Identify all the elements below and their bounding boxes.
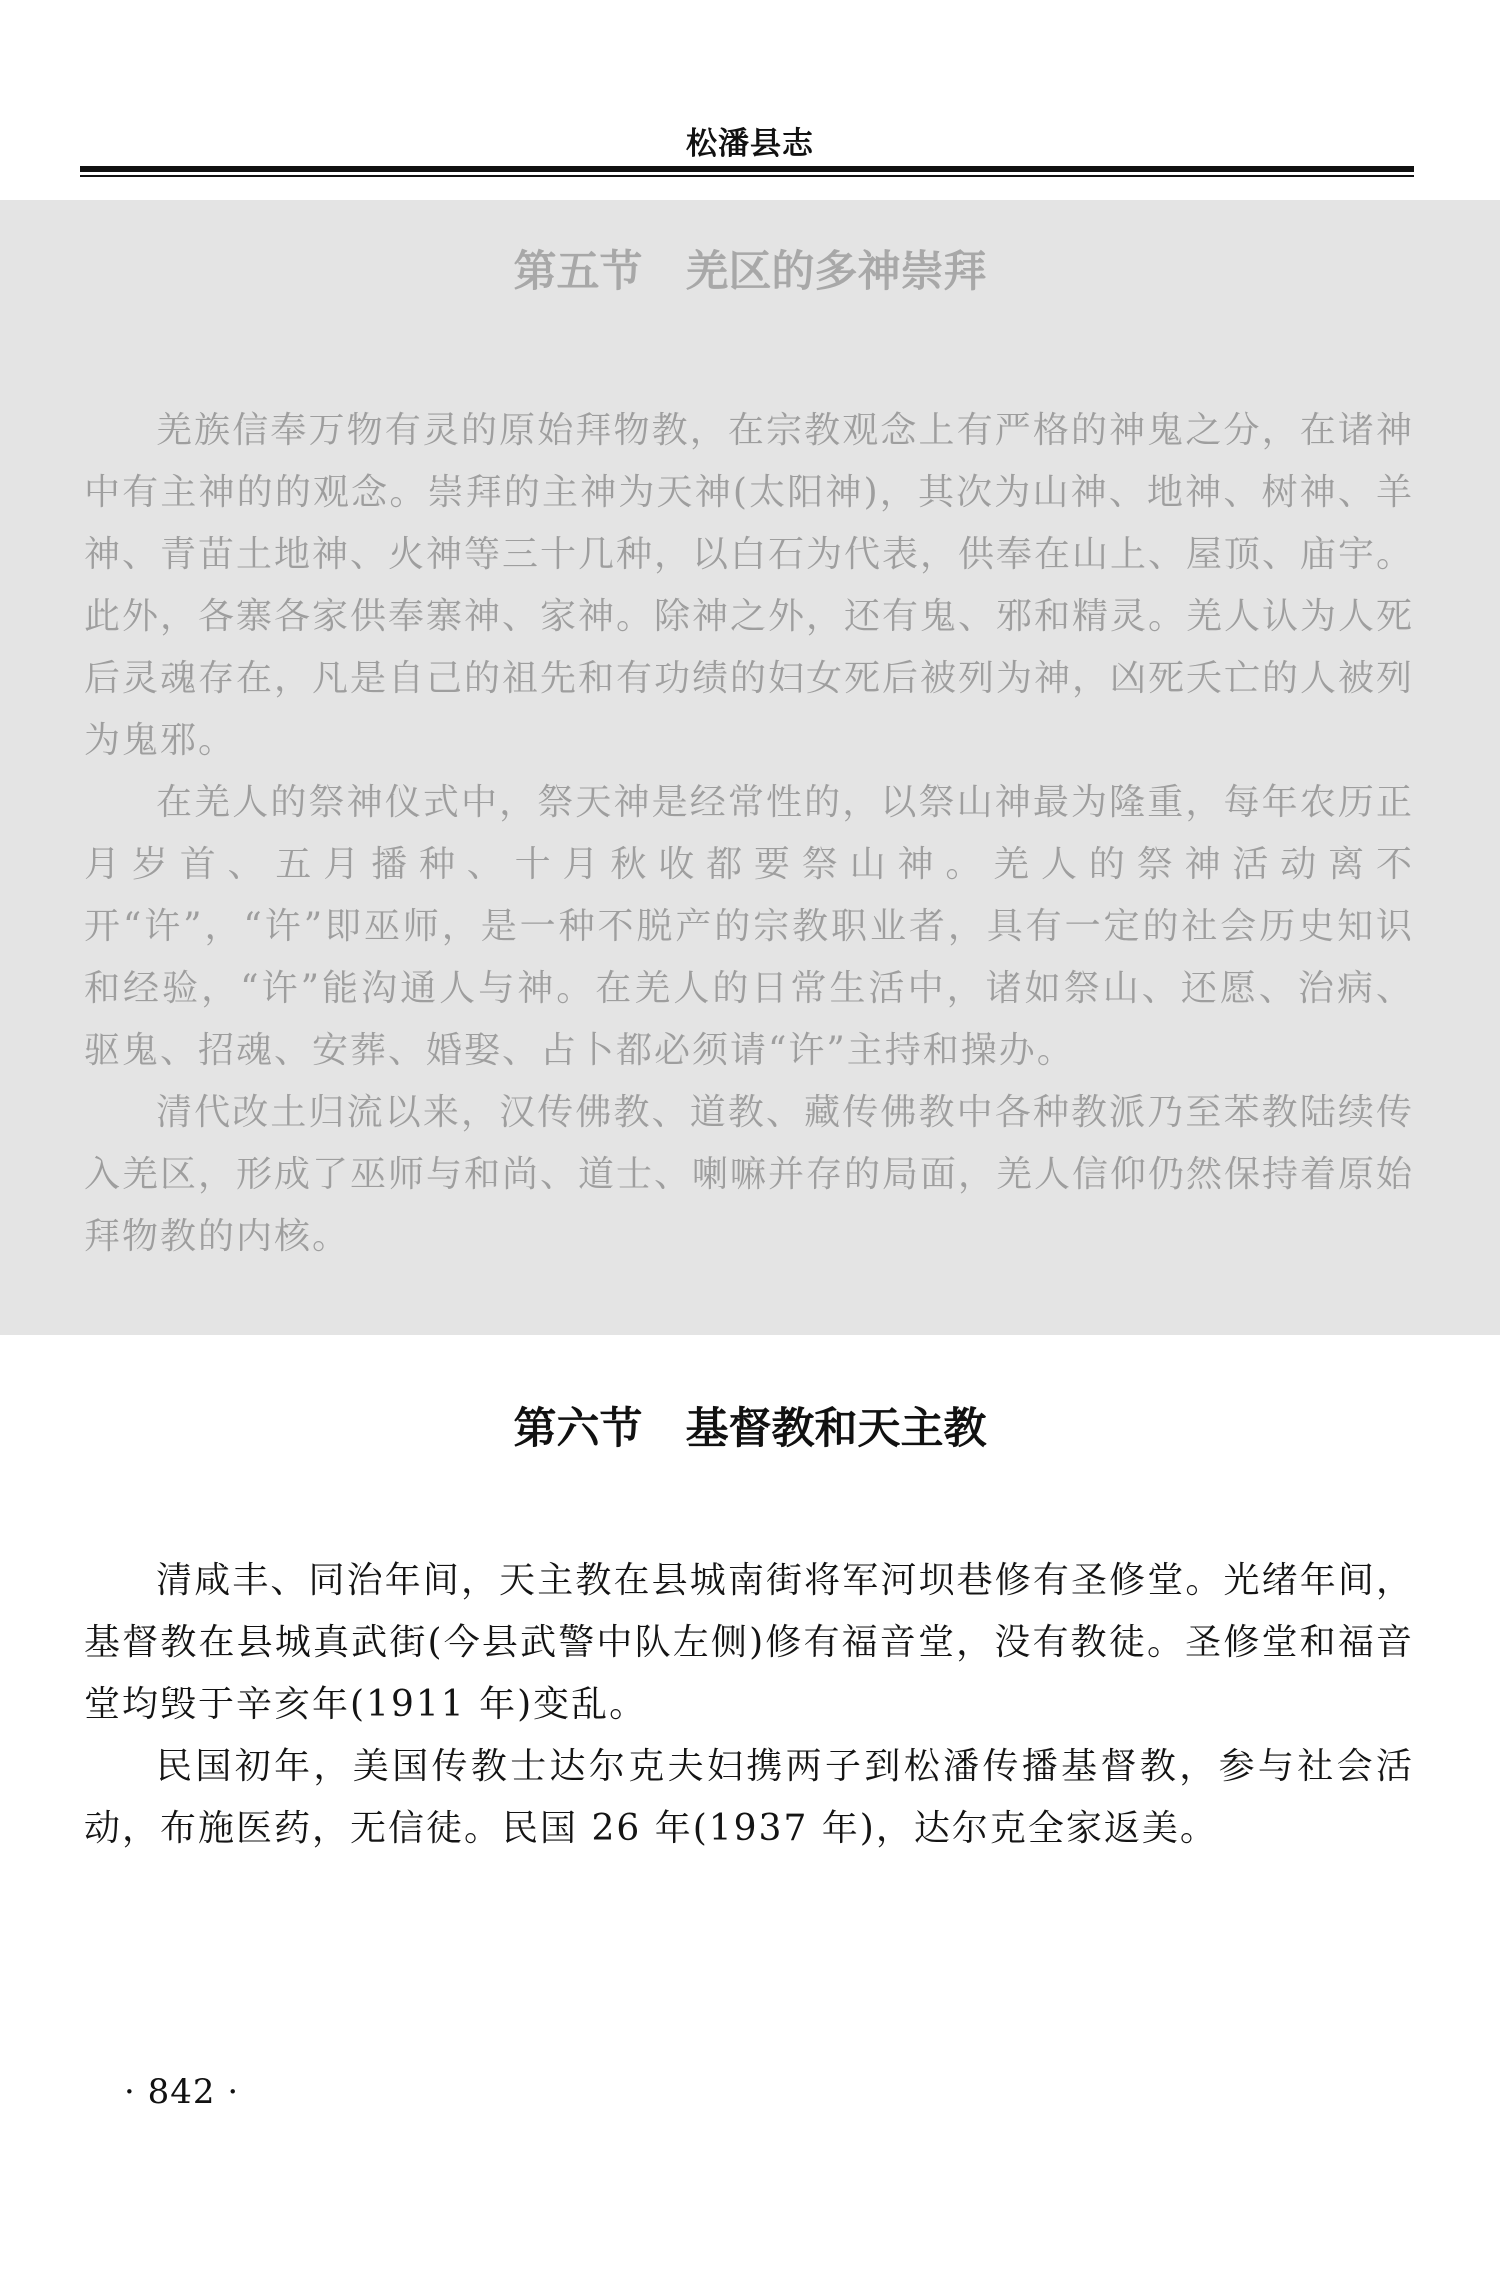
paragraph: 清咸丰、同治年间，天主教在县城南街将军河坝巷修有圣修堂。光绪年间，基督教在县城真武街(今县武警中队左侧)修有福音堂，没有教徒。圣修堂和福音堂均毁于辛亥年(1911 年)变乱。 <box>84 1560 1414 1725</box>
section-5-body <box>84 400 1414 1268</box>
header-rule-thick <box>80 166 1414 172</box>
section-6-body <box>84 1550 1414 1860</box>
paragraph: 民国初年，美国传教士达尔克夫妇携两子到松潘传播基督教，参与社会活动，布施医药，无信徒。民国 26 年(1937 年)，达尔克全家返美。 <box>84 1746 1414 1849</box>
paragraph: 羌族信奉万物有灵的原始拜物教，在宗教观念上有严格的神鬼之分，在诸神中有主神的的观念。崇拜的主神为天神(太阳神)，其次为山神、地神、树神、羊神、青苗土地神、火神等三十几种，以白石为代表，供奉在山上、屋顶、庙宇。此外，各寨各家供奉寨神、家神。除神之外，还有鬼、邪和精灵。羌人认为人死后灵魂存在，凡是自己的祖先和有功绩的妇女死后被列为神，凶死夭亡的人被列为鬼邪。 <box>84 410 1415 761</box>
running-title: 松潘县志 <box>686 126 814 162</box>
section-6-title: 第六节 基督教和天主教 <box>513 1404 987 1454</box>
section-5-title: 第五节 羌区的多神崇拜 <box>513 247 987 297</box>
header-rule-thin <box>80 175 1414 177</box>
page-number: · 842 · <box>124 2072 240 2112</box>
paragraph: 清代改土归流以来，汉传佛教、道教、藏传佛教中各种教派乃至苯教陆续传入羌区，形成了巫师与和尚、道士、喇嘛并存的局面，羌人信仰仍然保持着原始拜物教的内核。 <box>84 1092 1415 1257</box>
paragraph: 在羌人的祭神仪式中，祭天神是经常性的，以祭山神最为隆重，每年农历正月岁首、五月播种、十月秋收都要祭山神。羌人的祭神活动离不开“许”，“许”即巫师，是一种不脱产的宗教职业者，具有一定的社会历史知识和经验，“许”能沟通人与神。在羌人的日常生活中，诸如祭山、还愿、治病、驱鬼、招魂、安葬、婚娶、占卜都必须请“许”主持和操办。 <box>84 782 1414 1071</box>
